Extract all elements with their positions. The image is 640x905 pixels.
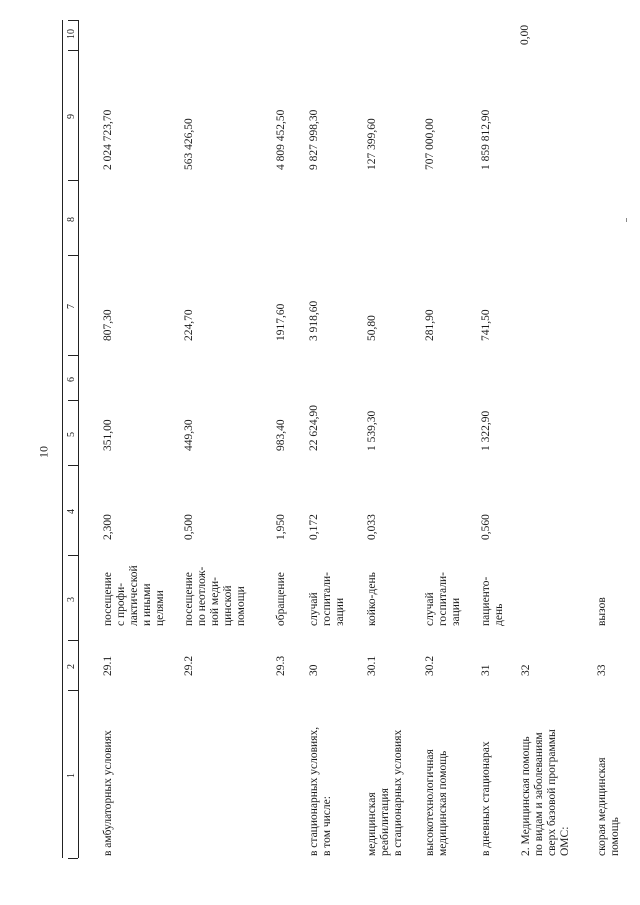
cell-col9: 4 809 452,50 [275, 109, 287, 170]
cell-col5: 351,00 [102, 419, 114, 451]
column-separator [68, 180, 78, 181]
row-name [308, 727, 334, 856]
cell-col7: 1917,60 [275, 303, 287, 341]
column-separator [68, 640, 78, 641]
column-number: 4 [66, 509, 77, 514]
row-number: 29.1 [102, 655, 114, 676]
column-number: 8 [66, 216, 77, 222]
row-unit-line: ной меди- [209, 577, 221, 626]
column-number: 1 [66, 773, 77, 778]
row-name [520, 729, 572, 856]
row-unit [102, 565, 167, 626]
column-number: 9 [66, 114, 77, 119]
column-separator [68, 858, 78, 859]
row-name-line: скорая медицинская [596, 757, 608, 856]
header-top-rule [62, 20, 63, 858]
row-name-line: в стационарных условиях, [308, 726, 320, 856]
row-unit-line: посещение [183, 572, 195, 626]
cell-col4: 0,560 [480, 514, 492, 540]
cell-col7: 224,70 [183, 309, 195, 341]
header-bottom-rule [78, 20, 79, 858]
cell-col4: 0,033 [366, 514, 378, 540]
cell-col7: 281,90 [424, 309, 436, 341]
cell-col9: 1 859 812,90 [480, 109, 492, 170]
row-number: 30.1 [366, 655, 378, 676]
row-number: 29.3 [275, 655, 287, 676]
row-number: 32 [520, 664, 532, 676]
row-unit-line: и иными [141, 583, 153, 626]
cell-col4: 2,300 [102, 514, 114, 540]
row-name-line: в том числе: [321, 796, 333, 856]
row-unit-line: госпитали- [437, 572, 449, 626]
row-unit-line: цинской [222, 585, 234, 626]
cell-col5: 449,30 [183, 419, 195, 451]
cell-col9: 127 399,60 [366, 118, 378, 170]
cell-col4: 1,950 [275, 514, 287, 540]
row-number: 33 [596, 664, 608, 676]
cell-col10: 0,00 [519, 24, 531, 45]
column-number: 2 [66, 664, 77, 669]
row-unit-line: зации [334, 597, 346, 626]
row-name-line: в дневных стационарах [480, 741, 492, 856]
column-separator [68, 255, 78, 256]
row-unit-line: госпитали- [321, 572, 333, 626]
row-unit [183, 567, 248, 626]
row-name-line: по видам и заболеваниям [533, 732, 545, 856]
cell-col5: 1 539,30 [366, 410, 378, 451]
row-name-line: в амбулаторных условиях [102, 730, 114, 856]
row-name-line: реабилитация [379, 788, 391, 856]
row-name [424, 749, 450, 856]
cell-col4: 0,500 [183, 514, 195, 540]
page-number: 10 [36, 446, 51, 458]
row-unit-line: койко-день [366, 572, 378, 626]
row-name-line: высокотехнологичная [424, 749, 436, 856]
row-unit-line: день [493, 603, 505, 626]
row-unit [424, 572, 463, 626]
row-unit-line: вызов [596, 597, 608, 626]
column-number: 3 [66, 596, 77, 602]
column-separator [68, 465, 78, 466]
cell-col4: 0,172 [308, 514, 320, 540]
cell-col9: 563 426,50 [183, 118, 195, 170]
column-number: 7 [66, 304, 77, 309]
cell-col9: 2 024 723,70 [102, 109, 114, 170]
row-name-line: 2. Медицинская помощь [520, 736, 532, 856]
column-number: 5 [66, 431, 77, 437]
row-unit-line: посещение [102, 572, 114, 626]
row-name-line: медицинская помощь [437, 750, 449, 856]
cell-col5: 22 624,90 [308, 405, 320, 451]
row-name-line: ОМС: [559, 826, 571, 856]
row-unit-line: случай [424, 592, 436, 626]
row-unit-line: по неотлож- [196, 566, 208, 626]
row-name-line: сверх базовой программы [546, 729, 558, 856]
row-name-line: медицинская [366, 792, 378, 856]
cell-col7: 50,80 [366, 315, 378, 341]
row-number: 30.2 [424, 655, 436, 676]
column-separator [68, 555, 78, 556]
scan-speck [626, 218, 627, 222]
row-unit-line: помощи [235, 586, 247, 626]
row-unit [308, 572, 347, 626]
column-number: 10 [66, 29, 77, 39]
row-name-line: помощь [609, 817, 621, 856]
cell-col5: 1 322,90 [480, 410, 492, 451]
row-unit-line: лактической [128, 565, 140, 626]
row-unit-line: зации [450, 597, 462, 626]
row-unit [596, 597, 609, 626]
column-separator [68, 50, 78, 51]
row-unit-line: обращение [275, 572, 287, 626]
row-unit-line: случай [308, 592, 320, 626]
column-separator [68, 355, 78, 356]
row-number: 29.2 [183, 655, 195, 676]
column-separator [68, 690, 78, 691]
cell-col9: 9 827 998,30 [308, 109, 320, 170]
row-unit [366, 572, 379, 626]
row-unit-line: пациенто- [480, 576, 492, 626]
cell-col9: 707 000,00 [424, 118, 436, 170]
row-unit-line: целями [154, 590, 166, 626]
row-unit [480, 577, 506, 626]
row-unit [275, 572, 288, 626]
row-name-line: в стационарных условиях [392, 729, 404, 856]
row-unit-line: с профи- [115, 582, 127, 626]
column-number: 6 [66, 376, 77, 382]
column-separator [68, 20, 78, 21]
row-number: 31 [480, 664, 492, 676]
cell-col5: 983,40 [275, 419, 287, 451]
column-separator [68, 400, 78, 401]
row-name [596, 758, 622, 857]
row-name [366, 730, 405, 856]
cell-col7: 741,50 [480, 309, 492, 341]
row-name [480, 741, 493, 856]
cell-col7: 3 918,60 [308, 300, 320, 341]
row-number: 30 [308, 664, 320, 676]
cell-col7: 807,30 [102, 309, 114, 341]
row-name [102, 730, 115, 856]
